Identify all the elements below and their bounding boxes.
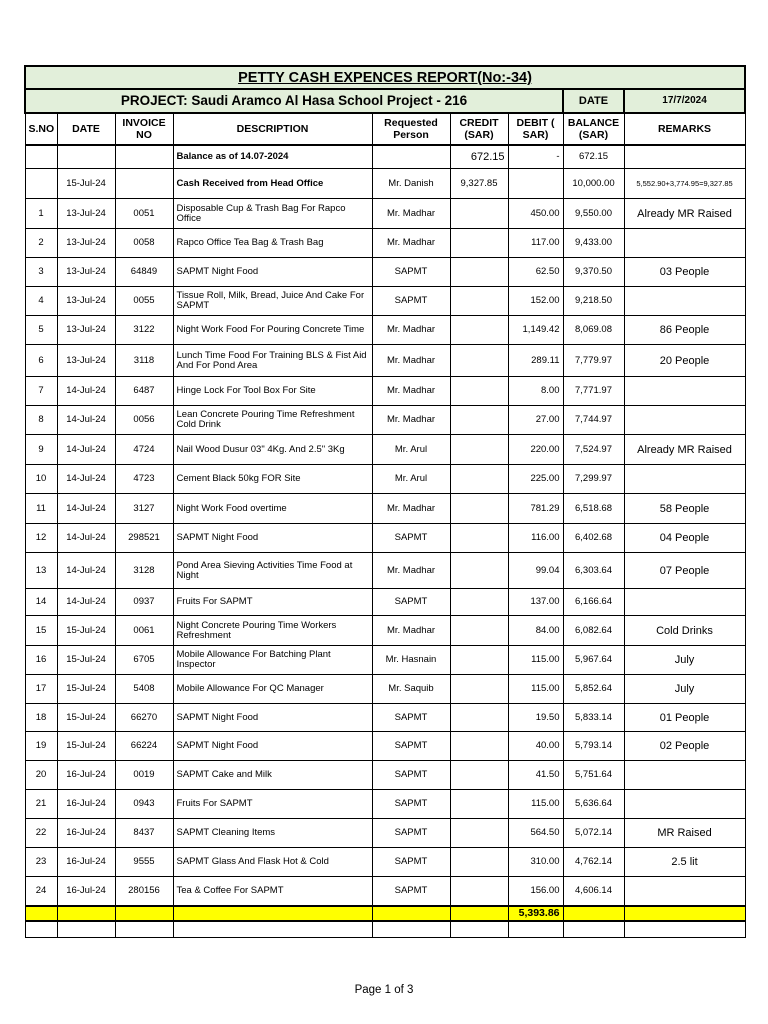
row-invoice: 0943 bbox=[115, 790, 173, 819]
row-credit bbox=[450, 553, 508, 589]
row-balance: 7,771.97 bbox=[563, 377, 624, 406]
table-row bbox=[25, 229, 745, 258]
row-sno: 22 bbox=[25, 819, 57, 848]
row-description: SAPMT Night Food bbox=[173, 258, 372, 287]
row-remarks: July bbox=[624, 646, 745, 675]
row-debit: 152.00 bbox=[508, 287, 563, 316]
date-value: 17/7/2024 bbox=[624, 89, 745, 113]
row-description: SAPMT Cake and Milk bbox=[173, 761, 372, 790]
row-description: Disposable Cup & Trash Bag For Rapco Office bbox=[173, 199, 372, 229]
row-invoice: 3118 bbox=[115, 345, 173, 377]
row-sno: 9 bbox=[25, 435, 57, 465]
row-balance: 6,518.68 bbox=[563, 494, 624, 524]
row-requested-person: SAPMT bbox=[372, 877, 450, 906]
row-sno: 5 bbox=[25, 316, 57, 345]
row-requested-person: SAPMT bbox=[372, 732, 450, 761]
row-balance: 7,744.97 bbox=[563, 406, 624, 435]
row-description: Tissue Roll, Milk, Bread, Juice And Cake For SAPMT bbox=[173, 287, 372, 316]
row-debit: 289.11 bbox=[508, 345, 563, 377]
row-debit: 310.00 bbox=[508, 848, 563, 877]
row-credit bbox=[450, 704, 508, 732]
received-person: Mr. Danish bbox=[372, 169, 450, 199]
row-credit bbox=[450, 848, 508, 877]
row-requested-person: SAPMT bbox=[372, 258, 450, 287]
received-description: Cash Received from Head Office bbox=[173, 169, 372, 199]
row-invoice: 298521 bbox=[115, 524, 173, 553]
row-date: 13-Jul-24 bbox=[57, 345, 115, 377]
row-date: 14-Jul-24 bbox=[57, 406, 115, 435]
table-row bbox=[25, 287, 745, 316]
row-sno: 11 bbox=[25, 494, 57, 524]
table-row bbox=[25, 704, 745, 732]
row-invoice: 6705 bbox=[115, 646, 173, 675]
row-invoice: 64849 bbox=[115, 258, 173, 287]
row-debit: 62.50 bbox=[508, 258, 563, 287]
row-balance: 9,370.50 bbox=[563, 258, 624, 287]
row-description: Night Work Food overtime bbox=[173, 494, 372, 524]
row-description: Rapco Office Tea Bag & Trash Bag bbox=[173, 229, 372, 258]
row-invoice: 0061 bbox=[115, 616, 173, 646]
row-invoice: 0055 bbox=[115, 287, 173, 316]
total-cell bbox=[57, 906, 115, 921]
row-requested-person: SAPMT bbox=[372, 589, 450, 616]
row-credit bbox=[450, 465, 508, 494]
row-date: 15-Jul-24 bbox=[57, 616, 115, 646]
row-description: Night Work Food For Pouring Concrete Time bbox=[173, 316, 372, 345]
total-debit: 5,393.86 bbox=[508, 906, 563, 921]
row-remarks: July bbox=[624, 675, 745, 704]
row-debit: 8.00 bbox=[508, 377, 563, 406]
row-debit: 116.00 bbox=[508, 524, 563, 553]
row-description: SAPMT Cleaning Items bbox=[173, 819, 372, 848]
row-sno: 8 bbox=[25, 406, 57, 435]
row-invoice: 0019 bbox=[115, 761, 173, 790]
header-row bbox=[25, 113, 745, 145]
row-description: Lunch Time Food For Training BLS & Fist Aid And For Pond Area bbox=[173, 345, 372, 377]
row-invoice: 3122 bbox=[115, 316, 173, 345]
row-sno: 13 bbox=[25, 553, 57, 589]
row-requested-person: Mr. Madhar bbox=[372, 553, 450, 589]
empty-cell bbox=[372, 921, 450, 938]
row-remarks: MR Raised bbox=[624, 819, 745, 848]
row-debit: 99.04 bbox=[508, 553, 563, 589]
row-requested-person: Mr. Madhar bbox=[372, 345, 450, 377]
header-date: DATE bbox=[57, 113, 115, 145]
row-date: 13-Jul-24 bbox=[57, 229, 115, 258]
row-sno: 3 bbox=[25, 258, 57, 287]
total-cell bbox=[372, 906, 450, 921]
row-remarks bbox=[624, 406, 745, 435]
row-invoice: 5408 bbox=[115, 675, 173, 704]
row-credit bbox=[450, 675, 508, 704]
total-cell bbox=[450, 906, 508, 921]
row-date: 14-Jul-24 bbox=[57, 553, 115, 589]
row-requested-person: SAPMT bbox=[372, 848, 450, 877]
row-credit bbox=[450, 316, 508, 345]
row-requested-person: Mr. Hasnain bbox=[372, 646, 450, 675]
row-credit bbox=[450, 494, 508, 524]
row-description: Mobile Allowance For Batching Plant Inspector bbox=[173, 646, 372, 675]
row-remarks bbox=[624, 790, 745, 819]
row-description: SAPMT Night Food bbox=[173, 524, 372, 553]
row-date: 16-Jul-24 bbox=[57, 761, 115, 790]
row-invoice: 66270 bbox=[115, 704, 173, 732]
header-remarks: REMARKS bbox=[624, 113, 745, 145]
table-row bbox=[25, 589, 745, 616]
row-invoice: 66224 bbox=[115, 732, 173, 761]
row-credit bbox=[450, 761, 508, 790]
header-debit: DEBIT ( SAR) bbox=[508, 113, 563, 145]
row-sno: 15 bbox=[25, 616, 57, 646]
header-sno: S.NO bbox=[25, 113, 57, 145]
row-date: 14-Jul-24 bbox=[57, 494, 115, 524]
header-credit: CREDIT (SAR) bbox=[450, 113, 508, 145]
row-credit bbox=[450, 616, 508, 646]
row-remarks: 07 People bbox=[624, 553, 745, 589]
table-row bbox=[25, 465, 745, 494]
empty-cell bbox=[25, 921, 57, 938]
row-credit bbox=[450, 258, 508, 287]
opening-description: Balance as of 14.07-2024 bbox=[173, 145, 372, 169]
row-balance: 6,166.64 bbox=[563, 589, 624, 616]
row-description: Fruits For SAPMT bbox=[173, 589, 372, 616]
row-balance: 5,852.64 bbox=[563, 675, 624, 704]
row-date: 14-Jul-24 bbox=[57, 435, 115, 465]
row-date: 16-Jul-24 bbox=[57, 819, 115, 848]
table-row bbox=[25, 877, 745, 906]
table-row bbox=[25, 616, 745, 646]
row-balance: 5,072.14 bbox=[563, 819, 624, 848]
row-debit: 1,149.42 bbox=[508, 316, 563, 345]
header-balance: BALANCE (SAR) bbox=[563, 113, 624, 145]
row-invoice: 0056 bbox=[115, 406, 173, 435]
row-invoice: 4723 bbox=[115, 465, 173, 494]
row-remarks: 03 People bbox=[624, 258, 745, 287]
table-row bbox=[25, 377, 745, 406]
row-remarks: 02 People bbox=[624, 732, 745, 761]
row-description: Nail Wood Dusur 03" 4Kg. And 2.5" 3Kg bbox=[173, 435, 372, 465]
row-invoice: 0058 bbox=[115, 229, 173, 258]
row-sno: 20 bbox=[25, 761, 57, 790]
row-balance: 5,793.14 bbox=[563, 732, 624, 761]
row-sno: 23 bbox=[25, 848, 57, 877]
row-remarks bbox=[624, 287, 745, 316]
row-invoice: 4724 bbox=[115, 435, 173, 465]
row-debit: 564.50 bbox=[508, 819, 563, 848]
total-cell bbox=[115, 906, 173, 921]
row-sno: 14 bbox=[25, 589, 57, 616]
row-debit: 19.50 bbox=[508, 704, 563, 732]
table-row bbox=[25, 790, 745, 819]
row-balance: 9,433.00 bbox=[563, 229, 624, 258]
row-description: Lean Concrete Pouring Time Refreshment Cold Drink bbox=[173, 406, 372, 435]
row-balance: 7,299.97 bbox=[563, 465, 624, 494]
row-balance: 5,967.64 bbox=[563, 646, 624, 675]
row-remarks bbox=[624, 761, 745, 790]
row-requested-person: Mr. Madhar bbox=[372, 406, 450, 435]
table-row bbox=[25, 258, 745, 287]
project-row bbox=[25, 89, 745, 113]
row-invoice: 0937 bbox=[115, 589, 173, 616]
empty-row bbox=[25, 921, 745, 938]
row-balance: 7,524.97 bbox=[563, 435, 624, 465]
row-debit: 781.29 bbox=[508, 494, 563, 524]
row-remarks: 2.5 lit bbox=[624, 848, 745, 877]
row-requested-person: SAPMT bbox=[372, 790, 450, 819]
row-remarks bbox=[624, 465, 745, 494]
total-cell bbox=[173, 906, 372, 921]
total-row bbox=[25, 906, 745, 921]
row-credit bbox=[450, 589, 508, 616]
row-sno: 10 bbox=[25, 465, 57, 494]
row-balance: 4,762.14 bbox=[563, 848, 624, 877]
row-date: 14-Jul-24 bbox=[57, 589, 115, 616]
row-description: SAPMT Night Food bbox=[173, 732, 372, 761]
total-cell bbox=[563, 906, 624, 921]
table-row bbox=[25, 494, 745, 524]
row-requested-person: SAPMT bbox=[372, 287, 450, 316]
row-date: 16-Jul-24 bbox=[57, 790, 115, 819]
row-debit: 115.00 bbox=[508, 646, 563, 675]
row-sno: 19 bbox=[25, 732, 57, 761]
row-invoice: 280156 bbox=[115, 877, 173, 906]
total-cell bbox=[25, 906, 57, 921]
row-balance: 8,069.08 bbox=[563, 316, 624, 345]
row-credit bbox=[450, 732, 508, 761]
row-sno: 18 bbox=[25, 704, 57, 732]
row-description: SAPMT Glass And Flask Hot & Cold bbox=[173, 848, 372, 877]
row-credit bbox=[450, 406, 508, 435]
row-date: 15-Jul-24 bbox=[57, 675, 115, 704]
row-description: Mobile Allowance For QC Manager bbox=[173, 675, 372, 704]
row-requested-person: Mr. Arul bbox=[372, 435, 450, 465]
row-sno: 6 bbox=[25, 345, 57, 377]
row-balance: 5,833.14 bbox=[563, 704, 624, 732]
row-invoice: 8437 bbox=[115, 819, 173, 848]
row-credit bbox=[450, 345, 508, 377]
header-invoice: INVOICE NO bbox=[115, 113, 173, 145]
report-title: PETTY CASH EXPENCES REPORT(No:-34) bbox=[25, 66, 745, 89]
row-remarks: 58 People bbox=[624, 494, 745, 524]
row-description: Pond Area Sieving Activities Time Food at Night bbox=[173, 553, 372, 589]
row-balance: 5,751.64 bbox=[563, 761, 624, 790]
row-requested-person: SAPMT bbox=[372, 704, 450, 732]
row-date: 13-Jul-24 bbox=[57, 287, 115, 316]
table-row bbox=[25, 761, 745, 790]
opening-balance: 672.15 bbox=[563, 145, 624, 169]
total-cell bbox=[624, 906, 745, 921]
row-credit bbox=[450, 790, 508, 819]
cash-received-row bbox=[25, 169, 745, 199]
row-sno: 21 bbox=[25, 790, 57, 819]
opening-debit: - bbox=[508, 145, 563, 169]
row-invoice: 6487 bbox=[115, 377, 173, 406]
table-row bbox=[25, 316, 745, 345]
row-requested-person: Mr. Arul bbox=[372, 465, 450, 494]
row-date: 15-Jul-24 bbox=[57, 646, 115, 675]
row-sno: 4 bbox=[25, 287, 57, 316]
row-balance: 5,636.64 bbox=[563, 790, 624, 819]
row-remarks: 04 People bbox=[624, 524, 745, 553]
row-credit bbox=[450, 877, 508, 906]
row-requested-person: Mr. Madhar bbox=[372, 316, 450, 345]
row-date: 14-Jul-24 bbox=[57, 465, 115, 494]
date-label: DATE bbox=[563, 89, 624, 113]
row-description: Tea & Coffee For SAPMT bbox=[173, 877, 372, 906]
row-remarks: Already MR Raised bbox=[624, 199, 745, 229]
row-debit: 40.00 bbox=[508, 732, 563, 761]
row-requested-person: Mr. Madhar bbox=[372, 229, 450, 258]
row-description: Cement Black 50kg FOR Site bbox=[173, 465, 372, 494]
table-row bbox=[25, 848, 745, 877]
row-balance: 6,082.64 bbox=[563, 616, 624, 646]
row-sno: 1 bbox=[25, 199, 57, 229]
row-credit bbox=[450, 199, 508, 229]
row-credit bbox=[450, 377, 508, 406]
row-date: 16-Jul-24 bbox=[57, 848, 115, 877]
empty-cell bbox=[57, 921, 115, 938]
table-row bbox=[25, 345, 745, 377]
row-requested-person: Mr. Madhar bbox=[372, 199, 450, 229]
empty-cell bbox=[450, 921, 508, 938]
row-sno: 12 bbox=[25, 524, 57, 553]
row-requested-person: Mr. Madhar bbox=[372, 616, 450, 646]
row-date: 16-Jul-24 bbox=[57, 877, 115, 906]
row-credit bbox=[450, 524, 508, 553]
row-remarks: 20 People bbox=[624, 345, 745, 377]
row-balance: 6,402.68 bbox=[563, 524, 624, 553]
opening-balance-row bbox=[25, 145, 745, 169]
row-invoice: 0051 bbox=[115, 199, 173, 229]
row-credit bbox=[450, 287, 508, 316]
table-row bbox=[25, 435, 745, 465]
row-description: Hinge Lock For Tool Box For Site bbox=[173, 377, 372, 406]
row-balance: 9,218.50 bbox=[563, 287, 624, 316]
row-requested-person: SAPMT bbox=[372, 524, 450, 553]
table-row bbox=[25, 646, 745, 675]
row-debit: 115.00 bbox=[508, 790, 563, 819]
empty-cell bbox=[115, 921, 173, 938]
row-debit: 137.00 bbox=[508, 589, 563, 616]
empty-cell bbox=[563, 921, 624, 938]
row-debit: 450.00 bbox=[508, 199, 563, 229]
received-remarks: 5,552.90+3,774.95=9,327.85 bbox=[624, 169, 745, 199]
project-title: PROJECT: Saudi Aramco Al Hasa School Project - 216 bbox=[25, 89, 563, 113]
row-description: Night Concrete Pouring Time Workers Refreshment bbox=[173, 616, 372, 646]
received-date: 15-Jul-24 bbox=[57, 169, 115, 199]
row-date: 14-Jul-24 bbox=[57, 524, 115, 553]
row-description: SAPMT Night Food bbox=[173, 704, 372, 732]
empty-cell bbox=[624, 921, 745, 938]
row-sno: 17 bbox=[25, 675, 57, 704]
table-row bbox=[25, 553, 745, 589]
row-debit: 27.00 bbox=[508, 406, 563, 435]
table-row bbox=[25, 732, 745, 761]
row-sno: 7 bbox=[25, 377, 57, 406]
row-invoice: 3128 bbox=[115, 553, 173, 589]
empty-cell bbox=[173, 921, 372, 938]
header-description: DESCRIPTION bbox=[173, 113, 372, 145]
row-debit: 115.00 bbox=[508, 675, 563, 704]
row-requested-person: SAPMT bbox=[372, 819, 450, 848]
row-invoice: 9555 bbox=[115, 848, 173, 877]
table-row bbox=[25, 675, 745, 704]
table-row bbox=[25, 199, 745, 229]
row-credit bbox=[450, 646, 508, 675]
row-balance: 4,606.14 bbox=[563, 877, 624, 906]
row-requested-person: Mr. Madhar bbox=[372, 494, 450, 524]
row-debit: 156.00 bbox=[508, 877, 563, 906]
row-balance: 6,303.64 bbox=[563, 553, 624, 589]
row-date: 13-Jul-24 bbox=[57, 258, 115, 287]
received-balance: 10,000.00 bbox=[563, 169, 624, 199]
title-row bbox=[25, 66, 745, 89]
opening-credit: 672.15 bbox=[450, 145, 508, 169]
row-remarks: Already MR Raised bbox=[624, 435, 745, 465]
row-credit bbox=[450, 229, 508, 258]
empty-cell bbox=[508, 921, 563, 938]
row-description: Fruits For SAPMT bbox=[173, 790, 372, 819]
row-requested-person: Mr. Madhar bbox=[372, 377, 450, 406]
row-credit bbox=[450, 819, 508, 848]
row-debit: 225.00 bbox=[508, 465, 563, 494]
row-remarks bbox=[624, 377, 745, 406]
row-credit bbox=[450, 435, 508, 465]
row-date: 13-Jul-24 bbox=[57, 316, 115, 345]
row-date: 13-Jul-24 bbox=[57, 199, 115, 229]
row-remarks: 01 People bbox=[624, 704, 745, 732]
row-remarks bbox=[624, 877, 745, 906]
row-requested-person: SAPMT bbox=[372, 761, 450, 790]
row-debit: 84.00 bbox=[508, 616, 563, 646]
row-date: 15-Jul-24 bbox=[57, 732, 115, 761]
table-row bbox=[25, 819, 745, 848]
row-balance: 7,779.97 bbox=[563, 345, 624, 377]
petty-cash-table bbox=[24, 65, 746, 938]
row-debit: 41.50 bbox=[508, 761, 563, 790]
row-date: 14-Jul-24 bbox=[57, 377, 115, 406]
row-remarks: 86 People bbox=[624, 316, 745, 345]
received-credit: 9,327.85 bbox=[450, 169, 508, 199]
row-sno: 16 bbox=[25, 646, 57, 675]
row-requested-person: Mr. Saquib bbox=[372, 675, 450, 704]
petty-cash-sheet bbox=[24, 65, 744, 938]
row-sno: 24 bbox=[25, 877, 57, 906]
row-remarks bbox=[624, 589, 745, 616]
header-requested: Requested Person bbox=[372, 113, 450, 145]
row-balance: 9,550.00 bbox=[563, 199, 624, 229]
row-debit: 117.00 bbox=[508, 229, 563, 258]
row-sno: 2 bbox=[25, 229, 57, 258]
row-remarks bbox=[624, 229, 745, 258]
row-invoice: 3127 bbox=[115, 494, 173, 524]
table-row bbox=[25, 524, 745, 553]
row-date: 15-Jul-24 bbox=[57, 704, 115, 732]
page-footer: Page 1 of 3 bbox=[354, 984, 414, 996]
table-row bbox=[25, 406, 745, 435]
row-remarks: Cold Drinks bbox=[624, 616, 745, 646]
row-debit: 220.00 bbox=[508, 435, 563, 465]
